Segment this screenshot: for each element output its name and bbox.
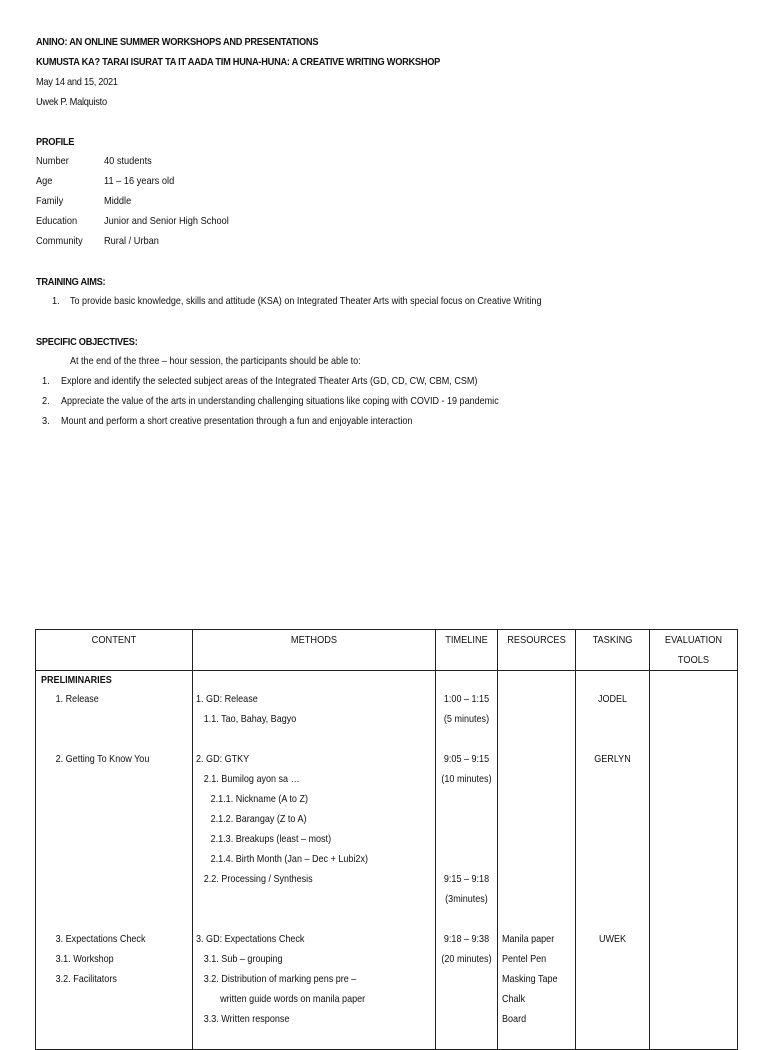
resources-cell (498, 671, 576, 1050)
objective-number-3: 3. (42, 415, 50, 427)
profile-label-community: Community (36, 235, 83, 247)
timeline-release-duration: (5 minutes) (443, 713, 490, 725)
content-release: 1. Release (55, 693, 99, 705)
method-gd-expectations-check: 3. GD: Expectations Check (196, 933, 305, 945)
method-nickname: 2.1.1. Nickname (A to Z) (210, 793, 308, 805)
objective-text-3: Mount and perform a short creative presentation through a fun and enjoyable interaction (61, 415, 413, 427)
header-timeline: TIMELINE (436, 630, 498, 671)
profile-label-number: Number (36, 155, 69, 167)
method-bumilog: 2.1. Bumilog ayon sa … (203, 773, 300, 785)
tasking-cell (576, 671, 650, 1050)
objectives-heading: SPECIFIC OBJECTIVES: (36, 336, 138, 348)
method-barangay: 2.1.2. Barangay (Z to A) (210, 813, 307, 825)
timeline-expectations-time: 9:18 – 9:38 (443, 933, 490, 945)
profile-value-community: Rural / Urban (104, 235, 159, 247)
methods-cell (193, 671, 436, 1050)
profile-label-family: Family (36, 195, 64, 207)
profile-heading: PROFILE (36, 136, 75, 148)
training-aims-heading: TRAINING AIMS: (36, 276, 106, 288)
header-methods: METHODS (193, 630, 436, 671)
timeline-gtky-duration: (10 minutes) (441, 773, 492, 785)
table-row (36, 671, 738, 1050)
content-getting-to-know-you: 2. Getting To Know You (55, 753, 150, 765)
resource-masking-tape: Masking Tape (502, 973, 558, 985)
training-aim-text: To provide basic knowledge, skills and attitude (KSA) on Integrated Theater Arts with special focus on Creative Writing (70, 295, 542, 307)
header-tasking: TASKING (576, 630, 650, 671)
objective-number-1: 1. (42, 375, 50, 387)
objectives-intro: At the end of the three – hour session, the participants should be able to: (70, 355, 361, 367)
header-resources: RESOURCES (498, 630, 576, 671)
method-breakups: 2.1.3. Breakups (least – most) (210, 833, 332, 845)
objective-text-2: Appreciate the value of the arts in understanding challenging situations like coping with COVID - 19 pandemic (61, 395, 499, 407)
tasking-uwek: UWEK (598, 933, 627, 945)
table-header-row (36, 630, 738, 671)
content-workshop: 3.1. Workshop (55, 953, 114, 965)
profile-value-family: Middle (104, 195, 132, 207)
resource-board: Board (502, 1013, 527, 1025)
header-content: CONTENT (36, 630, 193, 671)
timeline-gtky-time: 9:05 – 9:15 (443, 753, 490, 765)
timeline-processing-time: 9:15 – 9:18 (443, 873, 490, 885)
profile-label-age: Age (36, 175, 53, 187)
workshop-dates: May 14 and 15, 2021 (36, 76, 118, 88)
method-gd-gtky: 2. GD: GTKY (196, 753, 250, 765)
method-written-guide-words: written guide words on manila paper (220, 993, 366, 1005)
resource-chalk: Chalk (502, 993, 526, 1005)
objective-text-1: Explore and identify the selected subject areas of the Integrated Theater Arts (GD, CD, CW, CBM, CSM) (61, 375, 478, 387)
timeline-expectations-duration: (20 minutes) (441, 953, 492, 965)
header-evaluation-tools: EVALUATION TOOLS (650, 630, 738, 671)
tasking-gerlyn: GERLYN (594, 753, 631, 765)
training-aim-number: 1. (52, 295, 60, 307)
profile-value-age: 11 – 16 years old (104, 175, 175, 187)
profile-value-number: 40 students (104, 155, 152, 167)
method-written-response: 3.3. Written response (203, 1013, 290, 1025)
profile-value-education: Junior and Senior High School (104, 215, 229, 227)
session-plan-table (35, 629, 738, 1050)
title-line-1: ANINO: AN ONLINE SUMMER WORKSHOPS AND PRESENTATIONS (36, 36, 319, 48)
method-gd-release: 1. GD: Release (196, 693, 258, 705)
tasking-jodel: JODEL (597, 693, 628, 705)
timeline-processing-duration: (3minutes) (445, 893, 488, 905)
content-cell (36, 671, 193, 1050)
method-sub-grouping: 3.1. Sub – grouping (203, 953, 283, 965)
title-line-2: KUMUSTA KA? TARAI ISURAT TA IT AADA TIM HUNA-HUNA: A CREATIVE WRITING WORKSHOP (36, 56, 441, 68)
section-preliminaries: PRELIMINARIES (41, 674, 112, 686)
content-expectations-check: 3. Expectations Check (55, 933, 146, 945)
method-tao-bahay-bagyo: 1.1. Tao, Bahay, Bagyo (203, 713, 297, 725)
method-distribution-marking-pens: 3.2. Distribution of marking pens pre – (203, 973, 357, 985)
content-facilitators: 3.2. Facilitators (55, 973, 117, 985)
method-processing-synthesis: 2.2. Processing / Synthesis (203, 873, 313, 885)
method-birth-month: 2.1.4. Birth Month (Jan – Dec + Lubi2x) (210, 853, 368, 865)
evaluation-tools-cell (650, 671, 738, 1050)
timeline-cell (436, 671, 498, 1050)
author-name: Uwek P. Malquisto (36, 96, 107, 108)
resource-pentel-pen: Pentel Pen (502, 953, 547, 965)
profile-label-education: Education (36, 215, 78, 227)
resource-manila-paper: Manila paper (502, 933, 555, 945)
timeline-release-time: 1:00 – 1:15 (443, 693, 490, 705)
objective-number-2: 2. (42, 395, 50, 407)
